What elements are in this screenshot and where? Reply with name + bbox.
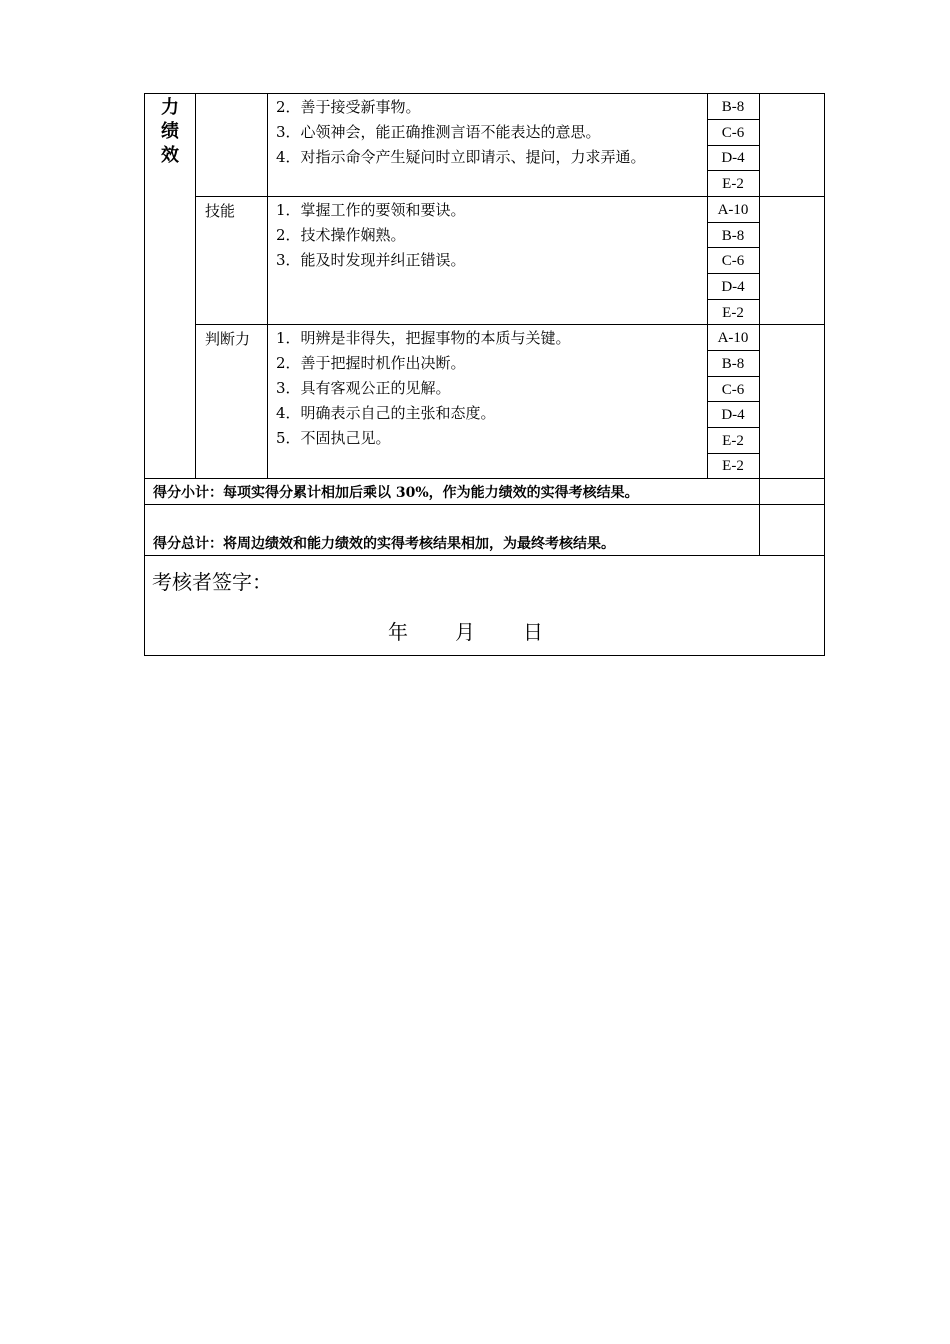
criteria-item: 4．明确表示自己的主张和态度。 (276, 404, 496, 422)
grade-cell: B-8 (721, 99, 745, 115)
grade-cell: E-2 (722, 458, 744, 474)
grade-divider (707, 453, 759, 454)
grade-cell: B-8 (721, 228, 745, 244)
criteria-item: 1．明辨是非得失，把握事物的本质与关键。 (276, 329, 571, 347)
grade-cell: A-10 (717, 330, 749, 346)
signature-year: 年 (388, 620, 408, 644)
grade-cell: E-2 (722, 176, 744, 192)
row-divider (144, 504, 825, 505)
criteria-item: 3．心领神会，能正确推测言语不能表达的意思。 (276, 123, 601, 141)
grade-cell: E-2 (722, 305, 744, 321)
grade-cell: D-4 (721, 279, 745, 295)
grade-cell: D-4 (721, 150, 745, 166)
grade-cell: C-6 (721, 253, 745, 269)
grade-divider (707, 247, 759, 248)
column-divider (759, 93, 760, 556)
signature-month: 月 (455, 620, 475, 644)
column-divider (267, 93, 268, 479)
category-char: 绩 (161, 121, 179, 142)
grade-divider (707, 427, 759, 428)
grade-cell: E-2 (722, 433, 744, 449)
category-char: 力 (161, 97, 179, 118)
row-divider (144, 555, 825, 556)
grade-cell: D-4 (721, 407, 745, 423)
grade-divider (707, 273, 759, 274)
criteria-item: 3．具有客观公正的见解。 (276, 379, 451, 397)
table-border-right (824, 93, 825, 656)
grade-divider (707, 170, 759, 171)
criteria-item: 3．能及时发现并纠正错误。 (276, 251, 466, 269)
grade-divider (707, 401, 759, 402)
criteria-item: 4．对指示命令产生疑问时立即请示、提问，力求弄通。 (276, 148, 646, 166)
total-text: 得分总计：将周边绩效和能力绩效的实得考核结果相加，为最终考核结果。 (153, 536, 615, 552)
criteria-item: 2．技术操作娴熟。 (276, 226, 406, 244)
section-name: 技能 (205, 202, 236, 220)
column-divider (195, 93, 196, 479)
subtotal-text: 得分小计：每项实得分累计相加后乘以 30%，作为能力绩效的实得考核结果。 (153, 485, 639, 501)
row-divider (144, 478, 825, 479)
signature-day: 日 (523, 620, 543, 644)
grade-cell: C-6 (721, 382, 745, 398)
table-border-top (144, 93, 825, 94)
section-name: 判断力 (205, 330, 251, 348)
row-divider (195, 324, 825, 325)
grade-divider (707, 145, 759, 146)
criteria-item: 5．不固执己见。 (276, 429, 391, 447)
grade-divider (707, 299, 759, 300)
category-char: 效 (161, 145, 179, 166)
grade-cell: C-6 (721, 125, 745, 141)
grade-divider (707, 350, 759, 351)
grade-divider (707, 119, 759, 120)
criteria-item: 2．善于把握时机作出决断。 (276, 354, 466, 372)
signature-label: 考核者签字： (152, 570, 272, 594)
grade-divider (707, 222, 759, 223)
grade-cell: A-10 (717, 202, 749, 218)
criteria-item: 2．善于接受新事物。 (276, 98, 421, 116)
row-divider (195, 196, 825, 197)
table-border-bottom (144, 655, 825, 656)
criteria-item: 1．掌握工作的要领和要诀。 (276, 201, 466, 219)
grade-cell: B-8 (721, 356, 745, 372)
table-border-left (144, 93, 145, 656)
grade-divider (707, 376, 759, 377)
